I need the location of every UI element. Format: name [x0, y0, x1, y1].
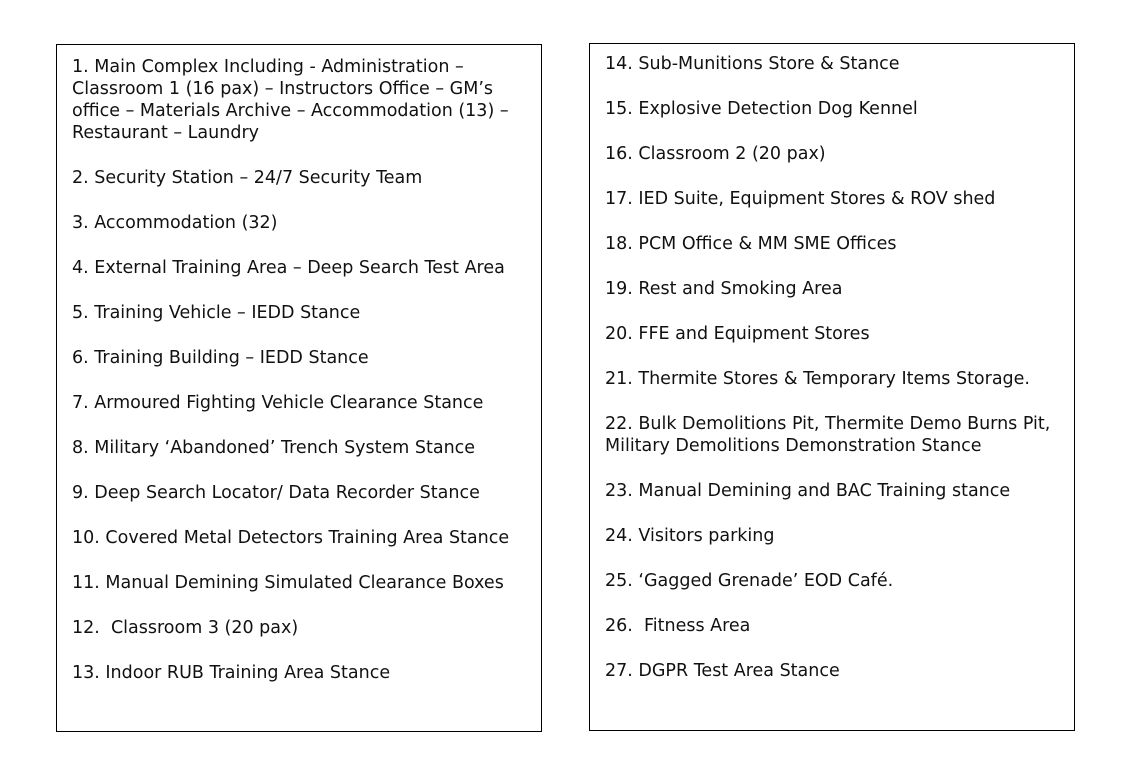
- list-item: 2. Security Station – 24/7 Security Team: [72, 168, 423, 188]
- list-item: 4. External Training Area – Deep Search Test Area: [72, 258, 505, 278]
- list-item: 12. Classroom 3 (20 pax): [72, 618, 299, 638]
- list-item: 19. Rest and Smoking Area: [605, 279, 843, 299]
- list-item: 23. Manual Demining and BAC Training stance: [605, 481, 1011, 501]
- facility-list-left: [72, 56, 535, 707]
- facility-list-right-panel: [589, 43, 1075, 731]
- list-item: 6. Training Building – IEDD Stance: [72, 348, 369, 368]
- list-item: 14. Sub-Munitions Store & Stance: [605, 54, 900, 74]
- list-item: 18. PCM Office & MM SME Offices: [605, 234, 897, 254]
- list-item: 20. FFE and Equipment Stores: [605, 324, 870, 344]
- list-item: 26. Fitness Area: [605, 616, 751, 636]
- list-item: 17. IED Suite, Equipment Stores & ROV shed: [605, 189, 996, 209]
- list-item: 1. Main Complex Including - Administration – Classroom 1 (16 pax) – Instructors Office – GM’s office – Materials Archive – Accommodation (13) – Restaurant – Laundry: [72, 57, 515, 143]
- list-item: 10. Covered Metal Detectors Training Area Stance: [72, 528, 510, 548]
- list-item: 22. Bulk Demolitions Pit, Thermite Demo Burns Pit, Military Demolitions Demonstration Stance: [605, 414, 1056, 456]
- facility-list-left-panel: [56, 44, 542, 732]
- list-item: 25. ‘Gagged Grenade’ EOD Café.: [605, 571, 894, 591]
- list-item: 27. DGPR Test Area Stance: [605, 661, 840, 681]
- list-item: 24. Visitors parking: [605, 526, 775, 546]
- list-item: 11. Manual Demining Simulated Clearance Boxes: [72, 573, 504, 593]
- list-item: 15. Explosive Detection Dog Kennel: [605, 99, 918, 119]
- list-item: 7. Armoured Fighting Vehicle Clearance Stance: [72, 393, 484, 413]
- list-item: 8. Military ‘Abandoned’ Trench System Stance: [72, 438, 476, 458]
- list-item: 9. Deep Search Locator/ Data Recorder Stance: [72, 483, 480, 503]
- list-item: 3. Accommodation (32): [72, 213, 278, 233]
- facility-list-right: [605, 53, 1068, 705]
- list-item: 16. Classroom 2 (20 pax): [605, 144, 826, 164]
- list-item: 5. Training Vehicle – IEDD Stance: [72, 303, 361, 323]
- list-item: 13. Indoor RUB Training Area Stance: [72, 663, 391, 683]
- list-item: 21. Thermite Stores & Temporary Items Storage.: [605, 369, 1030, 389]
